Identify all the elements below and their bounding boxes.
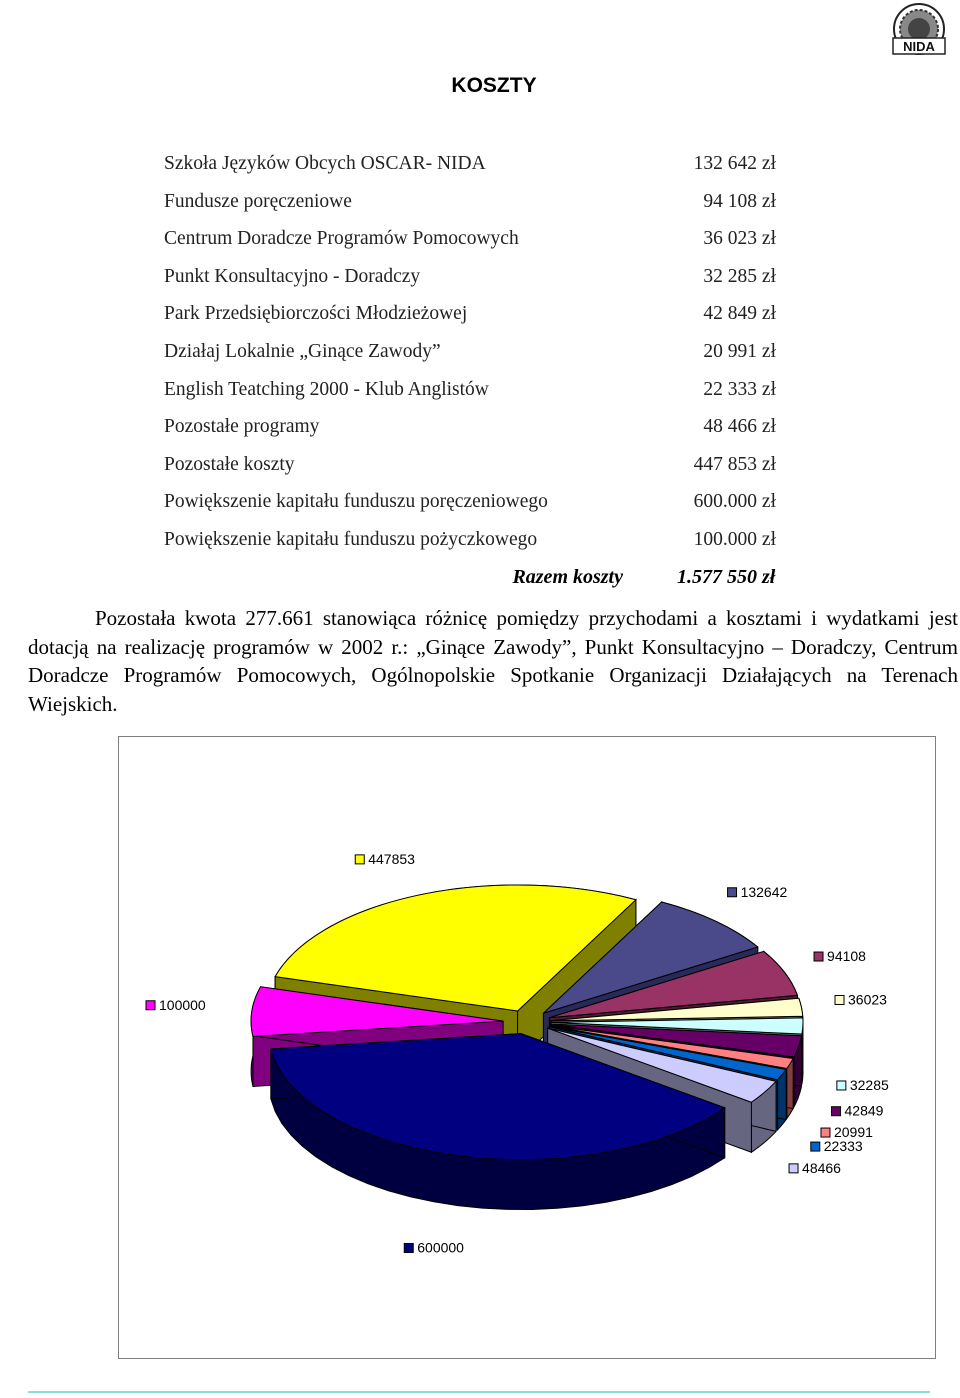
pie-label-22333: 22333: [823, 1138, 863, 1155]
pie-label-447853: 447853: [368, 850, 415, 867]
pie-label-key: [404, 1243, 413, 1252]
pie-label-100000: 100000: [159, 996, 206, 1013]
cost-amount: 600.000 zł: [693, 491, 776, 513]
cost-row: [0, 379, 960, 417]
cost-name: Fundusze poręczeniowe: [164, 190, 352, 212]
cost-amount: 100.000 zł: [693, 529, 776, 550]
cost-amount: 36 023 zł: [703, 228, 776, 250]
cost-amount: 94 108 zł: [703, 190, 776, 212]
pie-label-key: [146, 1001, 155, 1010]
note-paragraph: Pozostała kwota 277.661 stanowiąca różnicę pomiędzy przychodami a kosztami i wydatkami jest dotacją na realizację programów w 2002 r.: „Ginące Zawody”, Punkt Konsultacyjno – Doradczy, Centrum Doradcze Programów Pomocowych, Ogólnopolskie Spotkanie Organizacji Działających na Terenach Wiejskich.: [28, 606, 958, 716]
pie-label-20991: 20991: [833, 1124, 873, 1141]
pie-label-132642: 132642: [740, 883, 788, 900]
total-amount: 1.577 550 zł: [677, 566, 776, 588]
cost-name: Powiększenie kapitału funduszu poręczeniowego: [164, 491, 548, 513]
cost-row: [0, 228, 960, 266]
cost-name: Punkt Konsultacyjno - Doradczy: [164, 265, 421, 287]
cost-row: [0, 416, 960, 454]
nida-logo: [888, 2, 950, 62]
pie-label-key: [832, 1107, 841, 1116]
cost-row: [0, 153, 960, 191]
footer-divider: [28, 1391, 930, 1393]
pie-label-key: [728, 888, 737, 897]
cost-amount: 32 285 zł: [703, 265, 776, 287]
pie-label-42849: 42849: [844, 1102, 884, 1119]
cost-amount: 132 642 zł: [693, 153, 776, 174]
cost-row: [0, 266, 960, 304]
cost-amount: 48 466 zł: [703, 416, 776, 438]
cost-amount: 447 853 zł: [693, 453, 776, 475]
cost-name: Szkoła Języków Obcych OSCAR- NIDA: [164, 153, 486, 174]
cost-amount: 20 991 zł: [703, 341, 776, 362]
cost-name: Pozostałe programy: [164, 416, 320, 438]
cost-name: Powiększenie kapitału funduszu pożyczkowego: [164, 529, 538, 550]
pie-label-key: [355, 855, 364, 864]
cost-name: Park Przedsiębiorczości Młodzieżowej: [164, 303, 468, 325]
cost-name: Działaj Lokalnie „Ginące Zawody”: [164, 341, 441, 362]
pie-chart-svg: [119, 737, 935, 1358]
cost-amount: 22 333 zł: [703, 378, 776, 400]
cost-row: [0, 454, 960, 492]
pie-label-key: [821, 1128, 830, 1137]
cost-name: Centrum Doradcze Programów Pomocowych: [164, 228, 519, 250]
total-label: Razem koszty: [512, 566, 623, 588]
pie-label-94108: 94108: [827, 948, 866, 965]
cost-amount: 42 849 zł: [703, 303, 776, 325]
cost-row: [0, 303, 960, 341]
cost-name: English Teatching 2000 - Klub Anglistów: [164, 378, 489, 400]
pie-label-600000: 600000: [417, 1239, 464, 1256]
pie-label-32285: 32285: [849, 1076, 889, 1093]
cost-row: [0, 191, 960, 229]
pie-label-key: [814, 952, 823, 961]
cost-name: Pozostałe koszty: [164, 453, 295, 475]
cost-pie-chart: [118, 736, 936, 1359]
logo-text: NIDA: [903, 39, 935, 54]
cost-row: [0, 491, 960, 529]
cost-row: [0, 529, 960, 567]
pie-label-key: [789, 1164, 798, 1173]
pie-label-48466: 48466: [802, 1159, 841, 1176]
cost-row: [0, 341, 960, 379]
page-title: KOSZTY: [451, 74, 537, 97]
pie-label-key: [837, 1081, 846, 1090]
pie-label-36023: 36023: [848, 991, 887, 1008]
pie-label-key: [835, 995, 844, 1004]
pie-label-key: [811, 1142, 820, 1151]
